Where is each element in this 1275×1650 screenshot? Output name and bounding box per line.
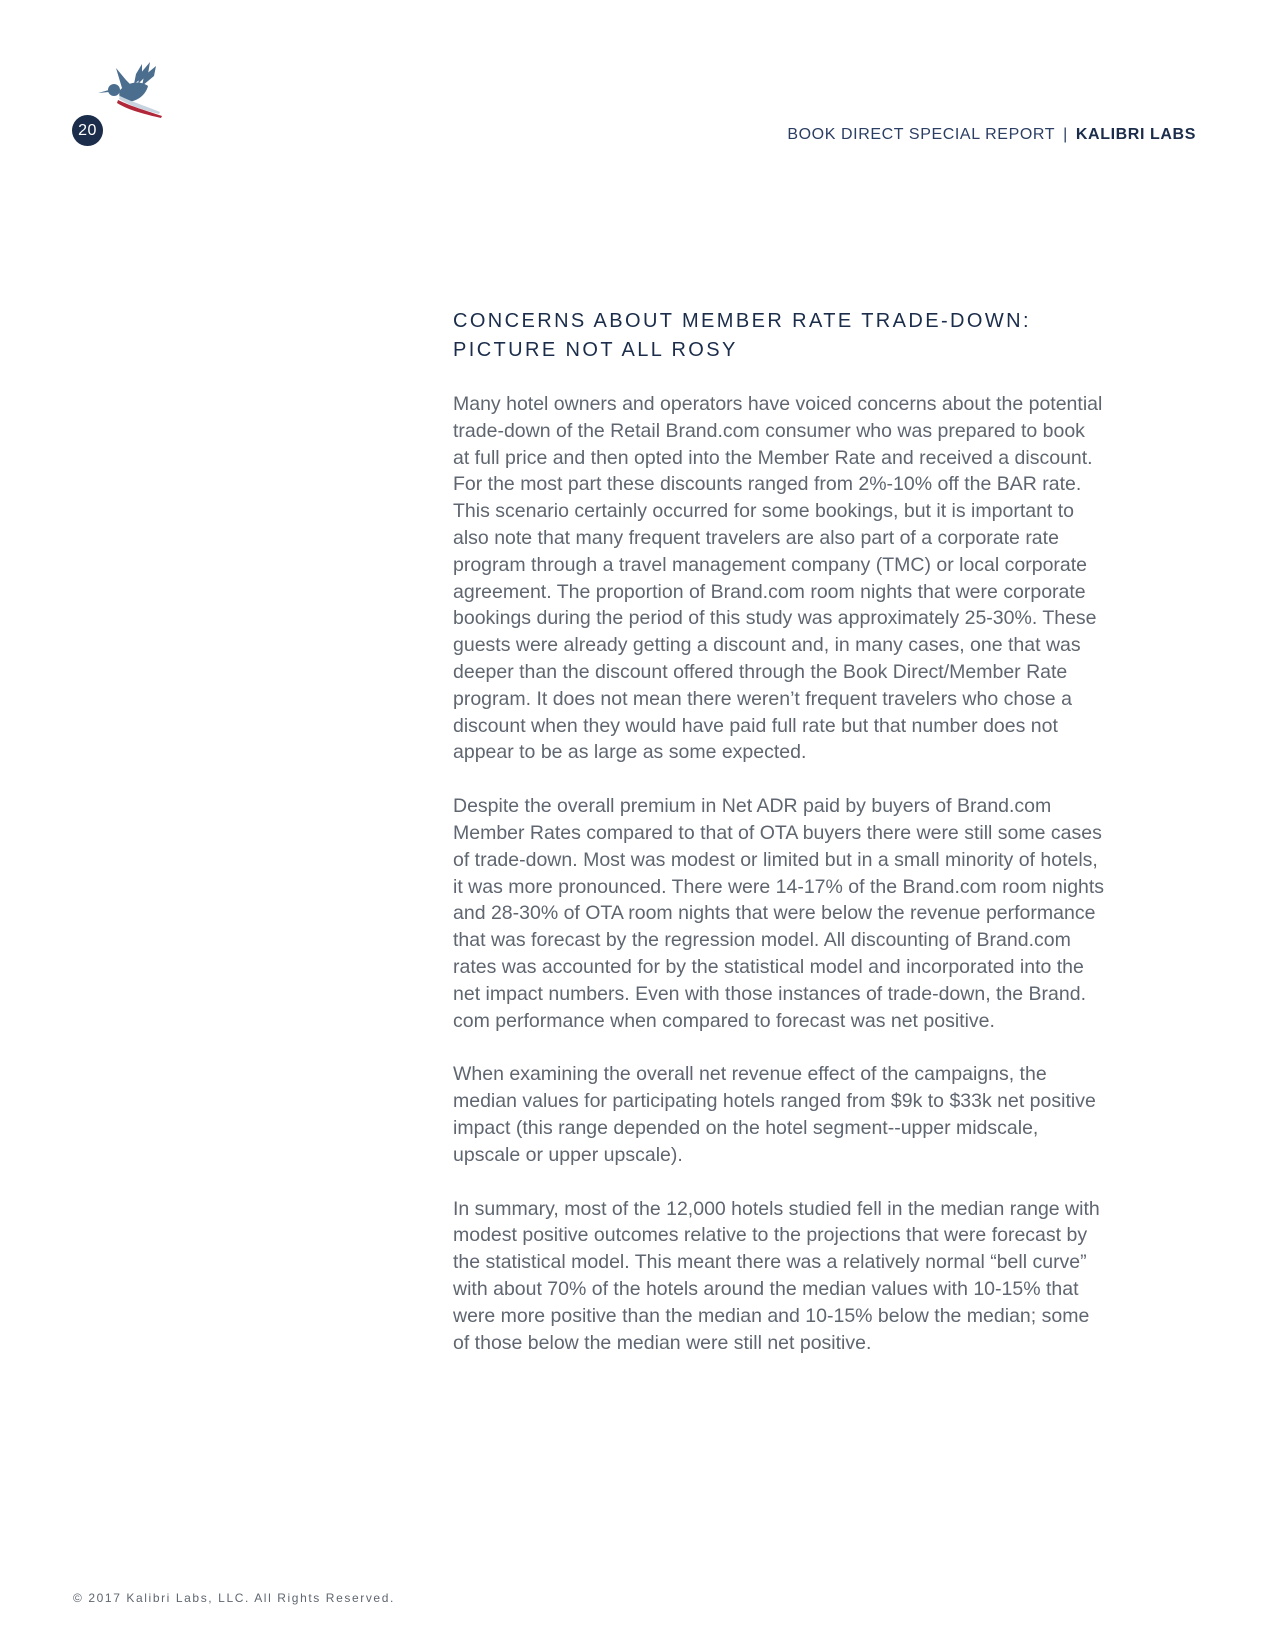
paragraph-1: Many hotel owners and operators have voiced concerns about the potential trade-down of the Retail Brand.com consumer who was prepared to book at full price and then opted into the Member Rate and received a discount. For the most part these discounts ranged from 2%-10% off the BAR rate. This scenario certainly occurred for some bookings, but it is important to also note that many frequent travelers are also part of a corporate rate program through a travel management company (TMC) or local corporate agreement. The proportion of Brand.com room nights that were corporate bookings during the period of this study was approximately 25-30%. These guests were already getting a discount and, in many cases, one that was deeper than the discount offered through the Book Direct/Member Rate program. It does not mean there weren’t frequent travelers who chose a discount when they would have paid full rate but that number does not appear to be as large as some expected. <box>453 393 1103 764</box>
article-body <box>453 307 1193 1383</box>
paragraph-3: When examining the overall net revenue effect of the campaigns, the median values for participating hotels ranged from $9k to $33k net positive impact (this range depended on the hotel segment--upper midscale, upscale or upper upscale). <box>453 1063 1096 1166</box>
paragraph-4: In summary, most of the 12,000 hotels studied fell in the median range with modest positive outcomes relative to the projections that were forecast by the statistical model. This meant there was a relatively normal “bell curve” with about 70% of the hotels around the median values with 10-15% that were more positive than the median and 10-15% below the median; some of those below the median were still net positive. <box>453 1197 1100 1354</box>
report-title: BOOK DIRECT SPECIAL REPORT <box>787 126 1056 143</box>
header-separator: | <box>1063 126 1068 143</box>
section-title-line-2: PICTURE NOT ALL ROSY <box>453 339 738 361</box>
hummingbird-logo-icon <box>98 60 164 122</box>
brand-name: KALIBRI LABS <box>1075 126 1196 143</box>
copyright-footer: © 2017 Kalibri Labs, LLC. All Rights Reserved. <box>73 1591 395 1605</box>
section-title <box>453 307 1193 365</box>
running-header <box>787 126 1196 144</box>
page-number-badge: 20 <box>72 115 103 146</box>
paragraph-2: Despite the overall premium in Net ADR paid by buyers of Brand.com Member Rates compared to that of OTA buyers there were still some cases of trade-down. Most was modest or limited but in a small minority of hotels, it was more pronounced. There were 14-17% of the Brand.com room nights and 28-30% of OTA room nights that were below the revenue performance that was forecast by the regression model. All discounting of Brand.com rates was accounted for by the statistical model and incorporated into the net impact numbers. Even with those instances of trade-down, the Brand. com performance when compared to forecast was net positive. <box>453 795 1105 1032</box>
section-title-line-1: CONCERNS ABOUT MEMBER RATE TRADE-DOWN: <box>453 310 1031 332</box>
